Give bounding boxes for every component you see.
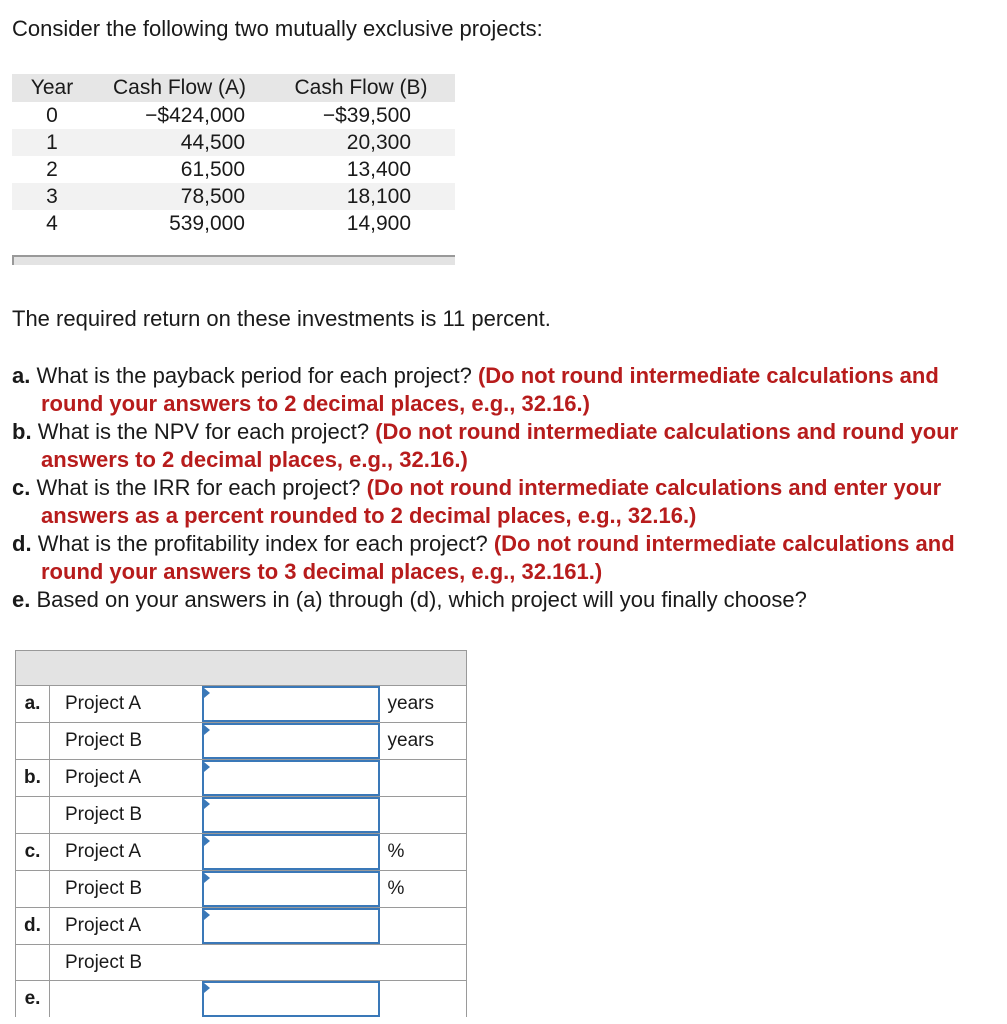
answer-letter (16, 723, 50, 760)
answer-letter: a. (16, 686, 50, 723)
input-marker-icon (204, 910, 210, 920)
answer-row (16, 945, 467, 981)
question-instruction: (Do not round intermediate calculations and enter your answers as a percent rounded to 2 decimal places, e.g., 32.16.) (41, 475, 942, 528)
answer-input-cell (202, 834, 380, 871)
question-text: Based on your answers in (a) through (d), which project will you finally choose? (36, 587, 807, 612)
answer-project-label: Project A (50, 908, 202, 945)
answer-unit: % (380, 834, 467, 871)
answer-project-label: Project A (50, 760, 202, 797)
answer-unit (380, 760, 467, 797)
question-label: e. (12, 587, 31, 612)
year-cell: 1 (12, 129, 92, 156)
answer-input-cell (202, 723, 380, 760)
cash-flow-b-cell: −$39,500 (322, 103, 411, 127)
header-cash-flow-b: Cash Flow (B) (267, 74, 455, 102)
cash-flow-a-cell: 44,500 (92, 129, 267, 156)
answer-project-label: Project B (50, 945, 202, 981)
answer-row (16, 981, 467, 1018)
question-a (12, 362, 997, 418)
input-marker-icon (204, 688, 210, 698)
final-choice-input[interactable] (202, 981, 380, 1017)
answer-input-cell (202, 981, 380, 1018)
cash-flow-row (12, 129, 455, 156)
answer-input-cell (202, 686, 380, 723)
answer-project-label: Project B (50, 797, 202, 834)
required-return-text: The required return on these investments is 11 percent. (12, 306, 551, 331)
npv-a-input[interactable] (202, 760, 380, 796)
answer-input-cell (202, 871, 380, 908)
cash-flow-a-cell: 61,500 (180, 157, 245, 181)
answer-letter: c. (16, 834, 50, 871)
input-marker-icon (204, 762, 210, 772)
cash-flow-row (12, 210, 455, 237)
question-instruction: (Do not round intermediate calculations and round your answers to 2 decimal places, e.g., 32.16.) (41, 419, 959, 472)
intro-text: Consider the following two mutually exclusive projects: (12, 16, 543, 41)
cash-flow-row (12, 156, 455, 183)
answer-unit (380, 981, 467, 1018)
answer-project-label: Project A (50, 686, 202, 723)
answer-input-cell (202, 760, 380, 797)
cash-flow-a-cell: 78,500 (92, 183, 267, 210)
answer-unit: % (380, 871, 467, 908)
payback-b-input[interactable] (202, 723, 380, 759)
answer-input-cell (202, 797, 380, 834)
input-marker-icon (204, 836, 210, 846)
cash-flow-row (12, 183, 455, 210)
input-marker-icon (204, 983, 210, 993)
answer-row (16, 760, 467, 797)
answer-row (16, 723, 467, 760)
question-d (12, 530, 997, 586)
npv-b-input[interactable] (202, 797, 380, 833)
cash-flow-header-row (12, 74, 455, 102)
irr-a-input[interactable] (202, 834, 380, 870)
answer-table-header (15, 650, 467, 686)
answer-input-cell (202, 945, 380, 981)
answer-letter (16, 945, 50, 981)
table-divider (12, 255, 455, 265)
payback-a-input[interactable] (202, 686, 380, 722)
answer-row (16, 871, 467, 908)
year-cell: 3 (12, 183, 92, 210)
answer-letter: b. (16, 760, 50, 797)
question-label: d. (12, 531, 32, 556)
answer-table (15, 686, 467, 1017)
question-list (12, 362, 997, 614)
question-text: What is the payback period for each project? (36, 363, 472, 388)
cash-flow-b-cell: 13,400 (346, 157, 411, 181)
answer-project-label: Project B (50, 871, 202, 908)
answer-letter: e. (16, 981, 50, 1018)
question-text: What is the profitability index for each project? (37, 531, 488, 556)
pi-a-input[interactable] (202, 908, 380, 944)
question-label: b. (12, 419, 32, 444)
cash-flow-table (12, 74, 455, 237)
answer-unit (380, 797, 467, 834)
input-marker-icon (204, 725, 210, 735)
cash-flow-row (12, 102, 455, 129)
input-marker-icon (204, 873, 210, 883)
input-marker-icon (204, 799, 210, 809)
answer-project-label: Project A (50, 834, 202, 871)
cash-flow-a-cell: 539,000 (169, 211, 245, 235)
answer-unit: years (380, 723, 467, 760)
question-text: What is the IRR for each project? (36, 475, 361, 500)
header-cash-flow-a: Cash Flow (A) (92, 74, 267, 102)
year-cell: 4 (46, 211, 58, 235)
answer-row (16, 797, 467, 834)
cash-flow-b-cell: 14,900 (346, 211, 411, 235)
cash-flow-b-cell: 20,300 (267, 129, 455, 156)
question-b (12, 418, 997, 474)
answer-unit (380, 945, 467, 981)
question-label: c. (12, 475, 31, 500)
question-label: a. (12, 363, 31, 388)
answer-unit (380, 908, 467, 945)
question-instruction: (Do not round intermediate calculations and round your answers to 3 decimal places, e.g., 32.161.) (41, 531, 955, 584)
answer-letter (16, 797, 50, 834)
answer-row (16, 834, 467, 871)
answer-row (16, 908, 467, 945)
answer-row (16, 686, 467, 723)
question-text: What is the NPV for each project? (37, 419, 370, 444)
cash-flow-b-cell: 18,100 (267, 183, 455, 210)
year-cell: 2 (46, 157, 58, 181)
answer-input-cell (202, 908, 380, 945)
answer-project-label: Project B (50, 723, 202, 760)
answer-letter: d. (16, 908, 50, 945)
answer-unit: years (380, 686, 467, 723)
question-e (12, 586, 997, 614)
irr-b-input[interactable] (202, 871, 380, 907)
header-year: Year (12, 74, 92, 102)
question-c (12, 474, 997, 530)
question-instruction: (Do not round intermediate calculations and round your answers to 2 decimal places, e.g., 32.16.) (41, 363, 939, 416)
cash-flow-a-cell: −$424,000 (145, 103, 245, 127)
answer-project-label (50, 981, 202, 1018)
year-cell: 0 (46, 103, 58, 127)
answer-letter (16, 871, 50, 908)
